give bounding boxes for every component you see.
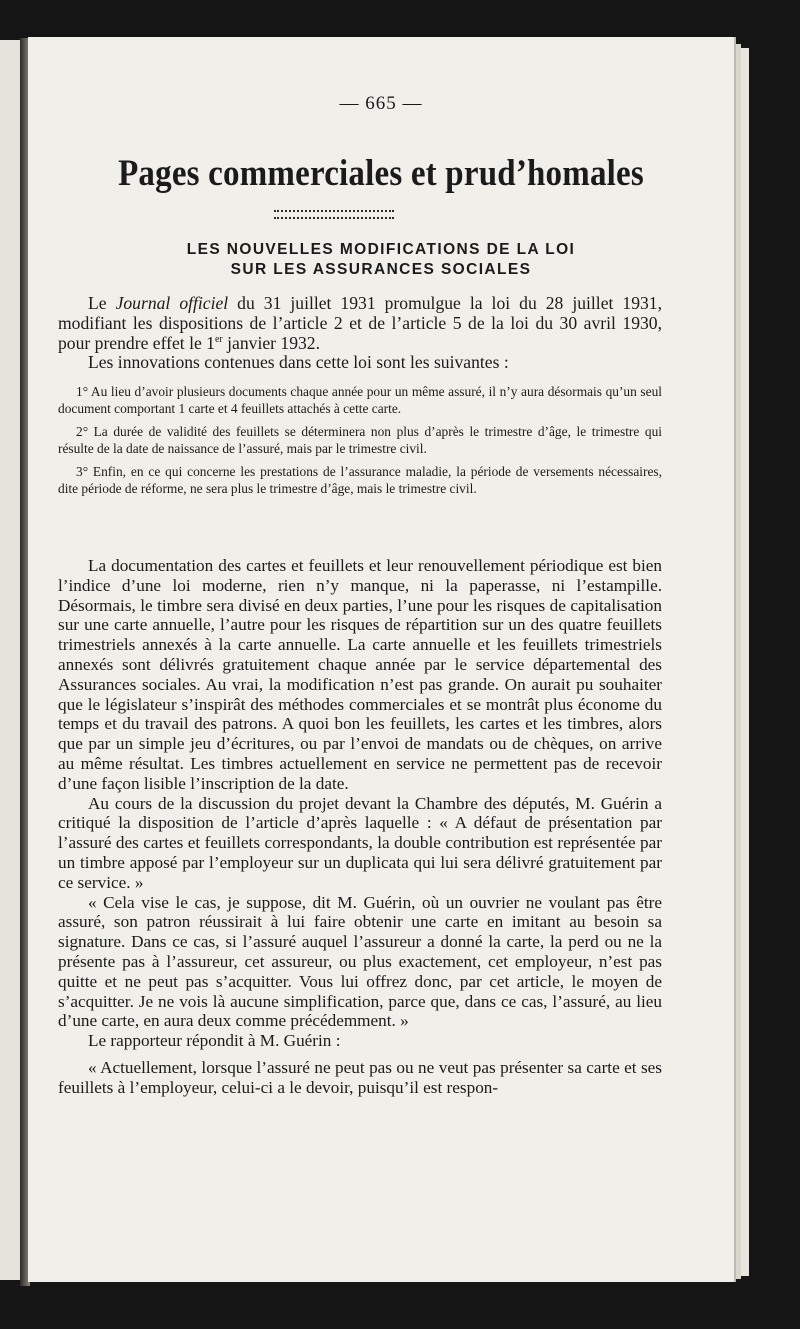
list-item: 2° La durée de validité des feuillets se déterminera non plus d’après le trimestre d’âge, le trimestre qui résulte de la date de naissance de l’assuré, mais par le trimestre civil. xyxy=(58,423,662,457)
innovations-list xyxy=(58,383,662,502)
list-item: 3° Enfin, en ce qui concerne les prestations de l’assurance maladie, la période de versements nécessaires, dite période de réforme, ne sera plus le trimestre d’âge, mais le trimestre civil. xyxy=(58,463,662,497)
body-paragraph: Le rapporteur répondit à M. Guérin : xyxy=(88,1031,341,1051)
section-heading-line-2: SUR LES ASSURANCES SOCIALES xyxy=(230,261,532,278)
intro-section xyxy=(58,294,662,373)
body-paragraph: La documentation des cartes et feuillets et leur renouvellement périodique est bien l’indice d’une loi moderne, rien n’y manque, ni la paperasse, ni l’estampille. Désormais, le timbre sera divisé en deux parties, l’une pour les risques de capitalisation sur une carte annuelle, l’autre pour les risques de répartition sur un des quatre feuillets trimestriels annexés à la carte annuelle. La carte annuelle et les feuillets trimestriels annexés sont délivrés gratuitement chaque année par le service départemental des Assurances sociales. Au vrai, la modification n’est pas grande. On aurait pu souhaiter que le législateur s’inspirât des méthodes commerciales et se montrât plus économe du temps et du travail des patrons. A quoi bon les feuillets, les cartes et les timbres, alors que par un simple jeu d’écritures, ou par l’envoi de mandats ou de chèques, on arrive au même résultat. Les timbres actuellement en service ne permettent pas de recevoir d’une façon lisible l’inscription de la date. xyxy=(58,556,662,793)
journal-title: Journal officiel xyxy=(115,293,229,313)
page-stack-edge xyxy=(734,44,741,1279)
intro-paragraph xyxy=(58,294,662,353)
list-item: 1° Au lieu d’avoir plusieurs documents chaque année pour un même assuré, il n’y aura désormais qu’un seul document comportant 1 carte et 4 feuillets attachés à cette carte. xyxy=(58,384,662,417)
page-title: Pages commerciales et prud’homales xyxy=(118,153,644,195)
intro-superscript: er xyxy=(214,333,223,345)
section-heading-line-1: LES NOUVELLES MODIFICATIONS DE LA LOI xyxy=(186,241,576,258)
body-paragraph: Au cours de la discussion du projet devant la Chambre des députés, M. Guérin a critiqué la disposition de l’article d’après laquelle : « A défaut de présentation par l’assuré des cartes et feuillets correspondants, la double contribution est représentée par un timbre apposé par l’employeur sur un duplicata qui lui sera délivré gratuitement par ce service. » xyxy=(58,793,662,892)
intro-text-a: Le xyxy=(88,293,116,313)
intro-text-c: janvier 1932. xyxy=(222,332,320,353)
body-section xyxy=(58,556,662,1098)
document-page xyxy=(28,37,734,1282)
page-number: — 665 — xyxy=(339,93,423,114)
intro-text-b: du 31 juillet 1931 promulgue la loi du 28 juillet 1931, modifiant les dispositions de l’article 2 et de l’article 5 de la loi du 30 avril 1930, pour prendre effet le 1 xyxy=(58,293,662,353)
page-stack-edge-outer xyxy=(741,48,749,1276)
section-heading xyxy=(68,240,694,280)
title-ornament-rule xyxy=(274,210,394,219)
body-paragraph: « Cela vise le cas, je suppose, dit M. Guérin, où un ouvrier ne voulant pas être assuré, son patron réussirait à lui faire obtenir une carte en imitant au besoin sa signature. Dans ce cas, si l’assuré auquel l’assureur a donné la carte, la perd ou ne la présente pas à l’assureur, cet assureur, ou plus exactement, cet employeur, n’est pas quitte et ne peut pas s’acquitter. Vous lui offrez donc, par cet article, le moyen de s’acquitter. Je ne vois là aucune simplification, parce que, dans ce cas, l’assuré, au lieu d’une carte, en aura deux comme précédemment. » xyxy=(58,892,662,1031)
body-paragraph: « Actuellement, lorsque l’assuré ne peut pas ou ne veut pas présenter sa carte et ses feuillets à l’employeur, celui-ci a le devoir, puisqu’il est respon- xyxy=(58,1057,662,1097)
intro-paragraph-2: Les innovations contenues dans cette loi sont les suivantes : xyxy=(88,352,509,373)
